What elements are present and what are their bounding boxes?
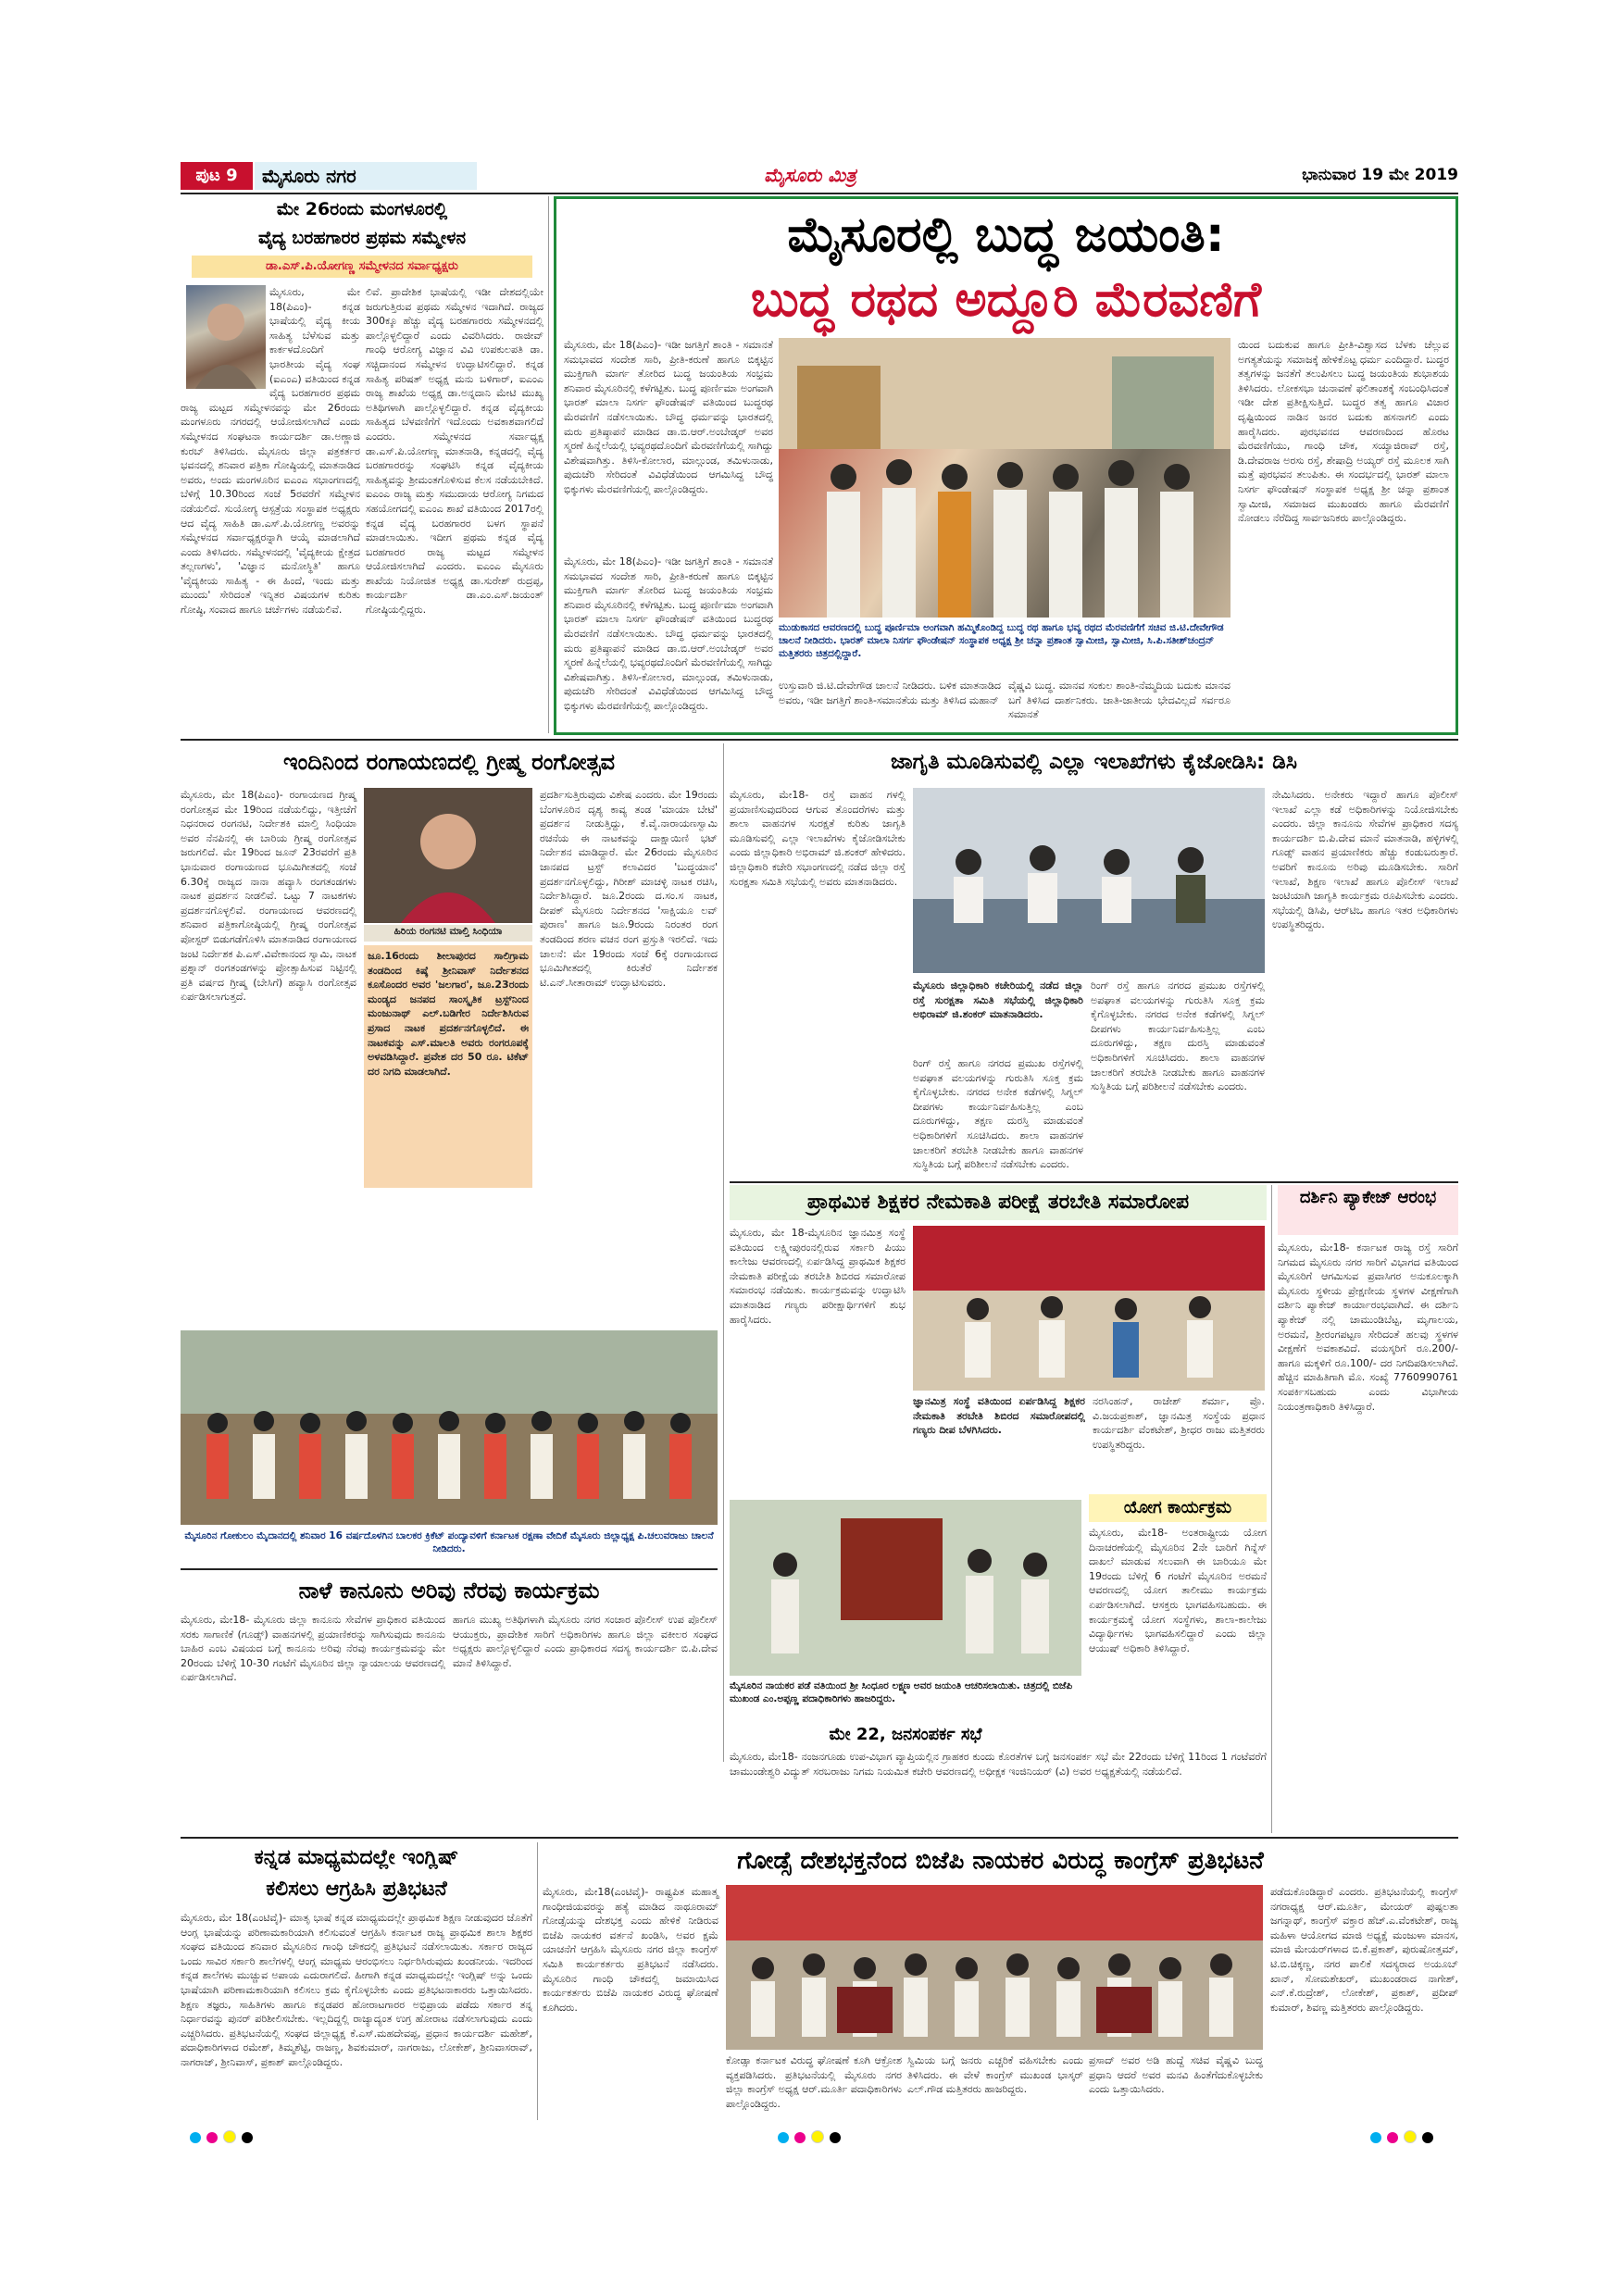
photo-caption-mid: ಸ್ವಿಮಿಯ ಬಗ್ಗೆ ಜನರು ಎಚ್ಚರಿಕೆ ವಹಿಸಬೇಕು ಎಂದು ತಿಳಿಸಿದರು. ಈ ವೇಳೆ ಕಾಂಗ್ರೆಸ್ ಮುಖಂಡ ಭಾಸ್ಕರ್ ಎಲ್.ಗೌಡ ಮತ್ತಿತರರು ಹಾಜರಿದ್ದರು. [907,2054,1083,2096]
story-body-left: ಮೈಸೂರು, ಮೇ 18(ಪಿಎಂ)- ಕನ್ನಡ ಭಾಷೆಯಲ್ಲಿ ವೈದ್ಯ ಕೀಯ ಸಾಹಿತ್ಯ ಬೆಳೆಸುವ ಮತ್ತು ಕಾರ್ಕಳದೊಂದಿಗೆ ಭಾರತೀಯ ವೈದ್ಯ ಸಂಘ (ಐಎಂಎ) ವತಿಯಿಂದ ಕನ್ನಡ ವೈದ್ಯ ಬರಹಗಾರರ ಪ್ರಥಮ ರಾಜ್ಯ ಮಟ್ಟದ ಸಮ್ಮೇಳನವನ್ನು ಮೇ 26ರಂದು ಮಂಗಳೂರು ನಗರದಲ್ಲಿ ಆಯೋಜಿಸಲಾಗಿದೆ ಎಂದು ಸಮ್ಮೇಳನದ ಸಂಘಟನಾ ಕಾರ್ಯದರ್ಶಿ ಡಾ.ಅಣ್ಣಾಜಿ ಕುರಬ್ ತಿಳಿಸಿದರು. ಮೈಸೂರು ಜಿಲ್ಲಾ ಪತ್ರಕರ್ತರ ಭವನದಲ್ಲಿ ಶನಿವಾರ ಪತ್ರಿಕಾ ಗೋಷ್ಠಿಯಲ್ಲಿ ಮಾತನಾಡಿದ ಅವರು, ಅಂದು ಮಂಗಳೂರಿನ ಐಎಂಎ ಸಭಾಂಗಣದಲ್ಲಿ ಬೆಳಿಗ್ಗೆ 10.30ರಿಂದ ಸಂಜೆ 5ರವರೆಗೆ ಸಮ್ಮೇಳನ ನಡೆಯಲಿದೆ. ಸುಯೋಗ್ಯ ಆಸ್ಪತ್ರೆಯ ಸಂಸ್ಥಾಪಕ ಅಧ್ಯಕ್ಷರು ಆದ ವೈದ್ಯ ಸಾಹಿತಿ ಡಾ.ಎಸ್.ಪಿ.ಯೋಗಣ್ಣ ಅವರನ್ನು ಸಮ್ಮೇಳನದ ಸರ್ವಾಧ್ಯಕ್ಷರನ್ನಾಗಿ ಆಯ್ಕೆ ಮಾಡಲಾಗಿದೆ ಎಂದು ತಿಳಿಸಿದರು. ಸಮ್ಮೇಳನದಲ್ಲಿ 'ವೈದ್ಯಕೀಯ ಕ್ಷೇತ್ರದ ತಲ್ಲಣಗಳು', 'ವಿಜ್ಞಾನ ಮನೋಸ್ಥಿತಿ' ಹಾಗೂ 'ವೈದ್ಯಕೀಯ ಸಾಹಿತ್ಯ - ಈ ಹಿಂದೆ, ಇಂದು ಮತ್ತು ಮುಂದು' ಸೇರಿದಂತೆ ಇನ್ನಿತರ ವಿಷಯಗಳ ಕುರಿತು ಗೋಷ್ಠಿ, ಸಂವಾದ ಹಾಗೂ ಚರ್ಚೆಗಳು ನಡೆಯಲಿವೆ. [181,286,360,617]
section-rule [181,739,1458,741]
story-headline: ಯೋಗ ಕಾರ್ಯಕ್ರಮ [1089,1494,1267,1522]
story-road-safety [730,743,1458,1179]
story-kicker: ಮೇ 26ರಂದು ಮಂಗಳೂರಲ್ಲಿ [276,199,448,219]
magenta-dot [794,2132,806,2143]
person-icon [364,788,532,923]
training-photo [913,1226,1265,1391]
photo-caption-right: ಪ್ರಸಾದ್ ಅವರ ಅಡಿ ಹುದ್ದೆ ಸಚಿವ ವೈಷ್ಣವಿ ಬುದ್ಧ ಪ್ರಧಾನಿ ಆದರೆ ಅವರ ಮನವಿ ಹಿಂತೆಗೆದುಕೊಳ್ಳಬೇಕು ಎಂದು ಒತ್ತಾಯಿಸಿದರು. [1089,2054,1263,2096]
story-headline: ಜಾಗೃತಿ ಮೂಡಿಸುವಲ್ಲಿ ಎಲ್ಲಾ ಇಲಾಖೆಗಳು ಕೈಜೋಡಿಸಿ: ಡಿಸಿ [891,750,1297,774]
buddha-procession-photo [779,338,1230,618]
page-badge: ಪುಟ 9 [181,162,253,190]
story-body-col4: ಪಡೆದುಕೊಂಡಿದ್ದಾರೆ ಎಂದರು. ಪ್ರತಿಭಟನೆಯಲ್ಲಿ ಕಾಂಗ್ರೆಸ್ ನಗರಾಧ್ಯಕ್ಷ ಆರ್.ಮೂರ್ತಿ, ಮೇಯರ್ ಪುಷ್ಪಲತಾ ಜಗನ್ನಾಥ್, ಕಾಂಗ್ರೆಸ್ ವಕ್ತಾರ ಹೆಚ್.ಎ.ವೆಂಕಟೇಶ್, ರಾಜ್ಯ ಮಹಿಳಾ ಆಯೋಗದ ಮಾಜಿ ಅಧ್ಯಕ್ಷೆ ಮಂಜುಳಾ ಮಾನಸ, ಮಾಜಿ ಮೇಯರ್‌ಗಳಾದ ಬಿ.ಕೆ.ಪ್ರಕಾಶ್, ಪುರುಷೋತ್ತಮ್, ಟಿ.ಬಿ.ಚಿಕ್ಕಣ್ಣ, ನಗರ ಪಾಲಿಕೆ ಸದಸ್ಯರಾದ ಅಯೂಬ್ ಖಾನ್, ಸೋಮಶೇಖರ್, ಮುಖಂಡರಾದ ನಾಗೇಶ್, ಎನ್.ಕೆ.ರುದ್ರೇಶ್, ಲೋಕೇಶ್, ಪ್ರಕಾಶ್, ಪ್ರದೀಪ್ ಕುಮಾರ್, ಶಿವಣ್ಣ ಮತ್ತಿತರರು ಪಾಲ್ಗೊಂಡಿದ್ದರು. [1270,1886,1458,2014]
janasampark-body: ಮೈಸೂರು, ಮೇ18- ನಂಜನಗೂಡು ಉಪ-ವಿಭಾಗ ವ್ಯಾಪ್ತಿಯಲ್ಲಿನ ಗ್ರಾಹಕರ ಕುಂದು ಕೊರತೆಗಳ ಬಗ್ಗೆ ಜನಸಂಪರ್ಕ ಸಭೆ ಮೇ 22ರಂದು ಬೆಳಿಗ್ಗೆ 11ರಿಂದ 1 ಗಂಟೆವರೆಗೆ ಚಾಮುಂಡೇಶ್ವರಿ ವಿದ್ಯುತ್ ಸರಬರಾಜು ನಿಗಮ ನಿಯಮಿತ ಕಚೇರಿ ಆವರಣದಲ್ಲಿ ಅಧೀಕ್ಷಕ ಇಂಜಿನಿಯರ್ (ವಿ) ಅವರ ಅಧ್ಯಕ್ಷತೆಯಲ್ಲಿ ನಡೆಯಲಿದೆ. [730,1751,1267,1778]
story-headline-line2: ಕಲಿಸಲು ಆಗ್ರಹಿಸಿ ಪ್ರತಿಭಟನೆ [266,1878,447,1901]
issue-date: ಭಾನುವಾರ 19 ಮೇ 2019 [1302,166,1458,184]
cricket-photo [181,1330,718,1525]
story-body-col3: ಪ್ರದರ್ಶಿಸುತ್ತಿರುವುದು ವಿಶೇಷ ಎಂದರು. ಮೇ 19ರಂದು ಬೆಂಗಳೂರಿನ ದೃಶ್ಯ ಕಾವ್ಯ ತಂಡ 'ಮಾಯಾ ಬೇಟೆ' ಪ್ರದರ್ಶನ ನೀಡುತ್ತಿದ್ದು, ಕೆ.ವೈ.ನಾರಾಯಣಸ್ವಾಮಿ ರಚನೆಯ ಈ ನಾಟಕವನ್ನು ದಾಕ್ಷಾಯಿಣಿ ಭಟ್ ನಿರ್ದೇಶನ ಮಾಡಿದ್ದಾರೆ. ಮೇ 26ರಂದು ಮೈಸೂರಿನ ಜಾನಪದ ಟ್ರಸ್ಟ್ ಕಲಾವಿದರ 'ಬುದ್ಧಯಾನ' ಪ್ರದರ್ಶನಗೊಳ್ಳಲಿದ್ದು, ಗಿರೀಶ್ ಮಾಚಳ್ಳಿ ನಾಟಕ ರಚಿಸಿ, ನಿರ್ದೇಶಿಸಿದ್ದಾರೆ. ಜೂ.2ರಂದು ದ.ಸಂ.ಸ ನಾಟಕ, ದೀಪಕ್ ಮೈಸೂರು ನಿರ್ದೇಶನದ 'ಸಾಕ್ಷಿಯೂ ಲವ್ ಪುರಾಣ' ಹಾಗೂ ಜೂ.9ರಂದು ನಿರಂತರ ರಂಗ ತಂಡದಿಂದ ಶರಣ ವಚನ ರಂಗ ಪ್ರಸ್ತುತಿ ಇರಲಿದೆ. ಇದು ಚಾಲನೆ: ಮೇ 19ರಂದು ಸಂಜೆ 6ಕ್ಕೆ ರಂಗಾಯಣದ ಭೂಮಿಗೀತದಲ್ಲಿ ಕಿರುತೆರೆ ನಿರ್ದೇಶಕ ಟಿ.ಎನ್.ಸೀತಾರಾಮ್ ಉದ್ಘಾಟಿಸುವರು. [540,789,718,989]
garland-photo-icon [730,1500,1081,1676]
story-body-bottom-right: ವೈಷ್ಣವಿ ಬುದ್ಧ. ಮಾನವ ಸಂಕುಲ ಶಾಂತಿ-ನೆಮ್ಮದಿಯ ಬದುಕು ಮಾನವ ಬಗೆ ತಿಳಿಸಿದ ದಾರ್ಶನಿಕರು. ಜಾತಿ-ಜಾತೀಯ ಭೇದವಿಲ್ಲದೆ ಸರ್ವರೂ ಸಮಾನತೆ [1008,680,1230,721]
story-body-col1: ಮೈಸೂರು, ಮೇ 18-ಮೈಸೂರಿನ ಜ್ಞಾನಮಿತ್ರ ಸಂಸ್ಥೆ ವತಿಯಿಂದ ಲಕ್ಷ್ಮೀಪುರಂನಲ್ಲಿರುವ ಸರ್ಕಾರಿ ಪಿಯು ಕಾಲೇಜು ಆವರಣದಲ್ಲಿ ಏರ್ಪಡಿಸಿದ್ದ ಪ್ರಾಥಮಿಕ ಶಿಕ್ಷಕರ ನೇಮಕಾತಿ ಪರೀಕ್ಷೆಯ ತರಬೇತಿ ಶಿಬಿರದ ಸಮಾರೋಪ ಸಮಾರಂಭ ನಡೆಯಿತು. ಕಾರ್ಯಕ್ರಮವನ್ನು ಉದ್ಘಾಟಿಸಿ ಮಾತನಾಡಿದ ಗಣ್ಯರು ಪರೀಕ್ಷಾರ್ಥಿಗಳಿಗೆ ಶುಭ ಹಾರೈಸಿದರು. [730,1227,906,1326]
black-dot [830,2132,841,2143]
procession-photo-icon [779,338,1230,618]
story-doctor-writers [181,196,543,735]
story-headline-line1: ಮೈಸೂರಲ್ಲಿ ಬುದ್ಧ ಜಯಂತಿ: [787,207,1225,263]
cyan-dot [190,2132,201,2143]
section-rule [181,1568,718,1570]
header-rule [181,193,1458,194]
cyan-dot [778,2132,789,2143]
cricket-photo-caption: ಮೈಸೂರಿನ ಗೋಕುಲಂ ಮೈದಾನದಲ್ಲಿ ಶನಿವಾರ 16 ವರ್ಷದೊಳಗಿನ ಬಾಲಕರ ಕ್ರಿಕೆಟ್ ಪಂದ್ಯಾವಳಿಗೆ ಕರ್ನಾಟಕ ರಕ್ಷಣಾ ವೇದಿಕೆ ಮೈಸೂರು ಜಿಲ್ಲಾಧ್ಯಕ್ಷ ಪಿ.ಚಲುವರಾಜು ಚಾಲನೆ ನೀಡಿದರು. [184,1530,714,1554]
story-headline-line2: ಬುದ್ಧ ರಥದ ಅದ್ದೂರಿ ಮೆರವಣಿಗೆ [750,272,1262,328]
registration-marks-center [778,2129,889,2144]
story-english-medium [181,1842,532,2120]
story-teacher-training [730,1185,1267,1491]
story-body-col1: ಮೈಸೂರು, ಮೇ18- ರಸ್ತೆ ವಾಹನ ಗಳಲ್ಲಿ ಪ್ರಯಾಣಿಸುವುದರಿಂದ ಆಗುವ ತೊಂದರೆಗಳು ಮತ್ತು ಶಾಲಾ ವಾಹನಗಳ ಸುರಕ್ಷತೆ ಕುರಿತು ಜಾಗೃತಿ ಮೂಡಿಸುವಲ್ಲಿ ಎಲ್ಲಾ ಇಲಾಖೆಗಳು ಕೈಜೋಡಿಸಬೇಕು ಎಂದು ಜಿಲ್ಲಾಧಿಕಾರಿ ಅಭಿರಾಮ್ ಜಿ.ಶಂಕರ್ ಹೇಳಿದರು. ಜಿಲ್ಲಾಧಿಕಾರಿ ಕಚೇರಿ ಸಭಾಂಗಣದಲ್ಲಿ ನಡೆದ ಜಿಲ್ಲಾ ರಸ್ತೆ ಸುರಕ್ಷತಾ ಸಮಿತಿ ಸಭೆಯಲ್ಲಿ ಅವರು ಮಾತನಾಡಿದರು. [730,789,906,888]
jayanti-photo-caption: ಮೈಸೂರಿನ ನಾಯಕರ ಪಡೆ ವತಿಯಿಂದ ಶ್ರೀ ಸಿಂಧೂರ ಲಕ್ಷ್ಮಣ ಅವರ ಜಯಂತಿ ಆಚರಿಸಲಾಯಿತು. ಚಿತ್ರದಲ್ಲಿ ಬಿಜೆಪಿ ಮುಖಂಡ ಎಂ.ಅಪ್ಪಣ್ಣ ಪದಾಧಿಕಾರಿಗಳು ಹಾಜರಿದ್ದರು. [730,1680,1073,1704]
story-body-col1: ಮೈಸೂರು, ಮೇ 18(ಪಿಎಂ)- ಇಡೀ ಜಗತ್ತಿಗೆ ಶಾಂತಿ - ಸಮಾನತೆ ಸಮಭಾವದ ಸಂದೇಶ ಸಾರಿ, ಪ್ರೀತಿ-ಕರುಣೆ ಹಾಗೂ ಬಿಕ್ಕಟ್ಟಿನ ಮುಕ್ತಿಗಾಗಿ ಮಾರ್ಗ ತೋರಿದ ಬುದ್ಧ ಜಯಂತಿಯ ಸಂಭ್ರಮ ಶನಿವಾರ ಮೈಸೂರಿನಲ್ಲಿ ಕಳೆಗಟ್ಟಿತು. ಬುದ್ಧ ಪೂರ್ಣಿಮಾ ಅಂಗವಾಗಿ ಭಾರತ್ ಮಾಲಾ ನಿಸರ್ಗ ಫೌಂಡೇಷನ್ ವತಿಯಿಂದ ಬುದ್ಧರಥ ಮೆರವಣಿಗೆ ನಡೆಸಲಾಯಿತು. ಬೌದ್ಧ ಧರ್ಮವನ್ನು ಭಾರತದಲ್ಲಿ ಮರು ಪ್ರತಿಷ್ಠಾಪನೆ ಮಾಡಿದ ಡಾ.ಬಿ.ಆರ್.ಅಂಬೇಡ್ಕರ್ ಅವರ ಸ್ಮರಣೆ ಹಿನ್ನೆಲೆಯಲ್ಲಿ ಭವ್ಯರಥದೊಂದಿಗೆ ಮೆರವಣಿಗೆಯಲ್ಲಿ ಸಾಗಿದ್ದು ವಿಶೇಷವಾಗಿತ್ತು. ತಿಳಿಸಿ-ಕೋಲಾರ, ಮಾಲ್ಗುಂಡ, ತಮಿಳುನಾಡು, ಪುದುಚೆರಿ ಸೇರಿದಂತೆ ವಿವಿಧೆಡೆಯಿಂದ ಆಗಮಿಸಿದ್ದ ಬೌದ್ಧ ಭಿಕ್ಕುಗಳು ಮೆರವಣಿಗೆಯಲ್ಲಿ ಪಾಲ್ಗೊಂಡಿದ್ದರು. [564,339,773,495]
story-body-col1: ಮೈಸೂರು, ಮೇ 18(ಪಿಎಂ)- ರಂಗಾಯಣದ ಗ್ರೀಷ್ಮ ರಂಗೋತ್ಸವ ಮೇ 19ರಿಂದ ನಡೆಯಲಿದ್ದು, ಇತ್ತೀಚೆಗೆ ನಿಧನರಾದ ರಂಗನಟಿ, ನಿರ್ದೇಶಕಿ ಮಾಲ್ತಿ ಸಿಂಧಿಯಾ ಅವರ ನೆನಪಿನಲ್ಲಿ ಈ ಬಾರಿಯ ಗ್ರೀಷ್ಮ ರಂಗೋತ್ಸವ ಜರುಗಲಿದೆ. ಮೇ 19ರಿಂದ ಜೂನ್ 23ರವರೆಗೆ ಪ್ರತಿ ಭಾನುವಾರ ರಂಗಾಯಣದ ಭೂಮಿಗೀತದಲ್ಲಿ ಸಂಜೆ 6.30ಕ್ಕೆ ರಾಜ್ಯದ ನಾನಾ ಹವ್ಯಾಸಿ ರಂಗತಂಡಗಳು ನಾಟಕ ಪ್ರದರ್ಶನ ನೀಡಲಿವೆ. ಒಟ್ಟು 7 ನಾಟಕಗಳು ಪ್ರದರ್ಶನಗೊಳ್ಳಲಿವೆ. ರಂಗಾಯಣದ ಆವರಣದಲ್ಲಿ ಶನಿವಾರ ಪತ್ರಿಕಾಗೋಷ್ಠಿಯಲ್ಲಿ ಗ್ರೀಷ್ಮ ರಂಗೋತ್ಸವ ಪೋಸ್ಟರ್ ಬಿಡುಗಡೆಗೊಳಿಸಿ ಮಾತನಾಡಿದ ರಂಗಾಯಣದ ಜಂಟಿ ನಿರ್ದೇಶಕ ಪಿ.ಎಸ್.ವಿವೇಕಾನಂದ ಸ್ವಾಮಿ, ನಾಟಕ ಪ್ರಶ್ನಾನ್ ರಂಗತಂಡಗಳನ್ನು ಪ್ರೋತ್ಸಾಹಿಸುವ ನಿಟ್ಟಿನಲ್ಲಿ ಪ್ರತಿ ವರ್ಷದ ಗ್ರೀಷ್ಮ (ಬೇಸಿಗೆ) ಹವ್ಯಾಸಿ ರಂಗೋತ್ಸವ ಏರ್ಪಡಿಸಲಾಗುತ್ತದೆ. [181,789,356,1004]
story-legal-awareness [181,1574,718,1759]
story-godse-protest [543,1842,1458,2120]
column-divider [723,743,724,1762]
registration-marks-left [190,2129,301,2144]
janasampark-headline: ಮೇ 22, ಜನಸಂಪರ್ಕ ಸಭೆ [829,1725,982,1744]
meeting-photo [913,788,1265,973]
yellow-dot [811,2130,824,2143]
story-body: ಮೈಸೂರು, ಮೇ18- ಅಂತರಾಷ್ಟ್ರೀಯ ಯೋಗ ದಿನಾಚರಣೆಯಲ್ಲಿ ಮೈಸೂರಿನ 2ನೇ ಬಾರಿಗೆ ಗಿನ್ನೆಸ್ ದಾಖಲೆ ಮಾಡುವ ಸಲುವಾಗಿ ಈ ಬಾರಿಯೂ ಮೇ 19ರಂದು ಬೆಳಿಗ್ಗೆ 6 ಗಂಟೆಗೆ ಮೈಸೂರಿನ ಅರಮನೆ ಆವರಣದಲ್ಲಿ ಯೋಗ ತಾಲೀಮು ಕಾರ್ಯಕ್ರಮ ಏರ್ಪಡಿಸಲಾಗಿದೆ. ಆಸಕ್ತರು ಭಾಗವಹಿಸಬಹುದು. ಈ ಕಾರ್ಯಕ್ರಮಕ್ಕೆ ಯೋಗ ಸಂಸ್ಥೆಗಳು, ಶಾಲಾ-ಕಾಲೇಜು ವಿದ್ಯಾರ್ಥಿಗಳು ಭಾಗವಹಿಸಲಿದ್ದಾರೆ ಎಂದು ಜಿಲ್ಲಾ ಆಯುಷ್ ಅಧಿಕಾರಿ ತಿಳಿಸಿದ್ದಾರೆ. [1089,1527,1267,1654]
protest-photo-icon [726,1885,1263,2050]
story-headline: ನಾಳೆ ಕಾನೂನು ಅರಿವು ನೆರವು ಕಾರ್ಯಕ್ರಮ [298,1578,600,1603]
story-subhead: ಡಾ.ಎಸ್.ಪಿ.ಯೋಗಣ್ಣ ಸಮ್ಮೇಳನದ ಸರ್ವಾಧ್ಯಕ್ಷರು [192,256,532,278]
magenta-dot [1387,2132,1398,2143]
story-rangayana [181,743,718,1317]
story-body-col2: ಯಿಂದ ಬದುಕುವ ಹಾಗೂ ಪ್ರೀತಿ-ವಿಶ್ವಾಸದ ಬೆಳಕು ಚೆಲ್ಲುವ ಅಗತ್ಯತೆಯನ್ನು ಸಮಾಜಕ್ಕೆ ಹೇಳಿಕೊಟ್ಟ ಧರ್ಮ ಎಂದಿದ್ದಾರೆ. ಬುದ್ಧರ ತತ್ವಗಳನ್ನು ಜನತೆಗೆ ತಲುಪಿಸಲು ಬುದ್ಧ ಜಯಂತಿಯ ಶುಭಾಶಯ ತಿಳಿಸಿದರು. ಲೋಕಸಭಾ ಚುನಾವಣೆ ಫಲಿತಾಂಶಕ್ಕೆ ಸಂಬಂಧಿಸಿದಂತೆ ಇಡೀ ದೇಶ ಪ್ರತೀಕ್ಷಿಸುತ್ತಿದೆ. ಬುದ್ಧರ ತತ್ವ ಹಾಗೂ ವಿಚಾರ ದೃಷ್ಟಿಯಿಂದ ನಾಡಿನ ಜನರ ಬದುಕು ಹಸನಾಗಲಿ ಎಂದು ಹಾರೈಸಿದರು. ಪುರಭವನದ ಆವರಣದಿಂದ ಹೊರಟ ಮೆರವಣಿಗೆಯು, ಗಾಂಧಿ ಚೌಕ, ಸಯ್ಯಾಜಿರಾವ್ ರಸ್ತೆ, ಡಿ.ದೇವರಾಜ ಅರಸು ರಸ್ತೆ, ಶೇಷಾದ್ರಿ ಅಯ್ಯರ್ ರಸ್ತೆ ಮೂಲಕ ಸಾಗಿ ಮತ್ತೆ ಪುರಭವನ ತಲುಪಿತು. ಈ ಸಂದರ್ಭದಲ್ಲಿ ಭಾರತ್ ಮಾಲಾ ನಿಸರ್ಗ ಫೌಂಡೇಷನ್ ಸಂಸ್ಥಾಪಕ ಅಧ್ಯಕ್ಷ ಶ್ರೀ ಚನ್ನಾ ಪ್ರಶಾಂತ ಸ್ವಾಮೀಜಿ, ಸಮಾಜದ ಮುಖಂಡರು ಹಾಗೂ ಮೆರವಣಿಗೆ ನೋಡಲು ನೆರೆದಿದ್ದ ಸಾರ್ವಜನಿಕರು ಪಾಲ್ಗೊಂಡಿದ್ದರು. [1238,339,1449,525]
masthead-logo: ಮೈಸೂರು ಮಿತ್ರ [764,164,856,186]
cyan-dot [1370,2132,1381,2143]
black-dot [1422,2132,1433,2143]
story-body-col3: ನೇಮಿಸಿದರು. ಅನೇಕರು ಇದ್ದಾರೆ ಹಾಗೂ ಪೊಲೀಸ್ ಇಲಾಖೆ ಎಲ್ಲಾ ಕಡೆ ಅಧಿಕಾರಿಗಳನ್ನು ನಿಯೋಜಿಸಬೇಕು ಎಂದರು. ಜಿಲ್ಲಾ ಕಾನೂನು ಸೇವೆಗಳ ಪ್ರಾಧಿಕಾರ ಸದಸ್ಯ ಕಾರ್ಯದರ್ಶಿ ಬಿ.ಪಿ.ದೇವ ಮಾನೆ ಮಾತನಾಡಿ, ಹಳ್ಳಿಗಳಲ್ಲಿ ಗೂಡ್ಸ್ ವಾಹನ ಪ್ರಯಾಣಿಕರು ಹೆಚ್ಚು ಕಂಡುಬರುತ್ತಾರೆ. ಅವರಿಗೆ ಕಾನೂನು ಅರಿವು ಮೂಡಿಸಬೇಕು. ಸಾರಿಗೆ ಇಲಾಖೆ, ಶಿಕ್ಷಣ ಇಲಾಖೆ ಹಾಗೂ ಪೊಲೀಸ್ ಇಲಾಖೆ ಜಂಟಿಯಾಗಿ ಜಾಗೃತಿ ಕಾರ್ಯಕ್ರಮ ರೂಪಿಸಬೇಕು ಎಂದರು. ಸಭೆಯಲ್ಲಿ ಡಿಸಿಪಿ, ಆರ್‌ಟಿಒ ಹಾಗೂ ಇತರ ಅಧಿಕಾರಿಗಳು ಉಪಸ್ಥಿತರಿದ್ದರು. [1272,789,1458,931]
yellow-dot [223,2130,236,2143]
story-headline: ಇಂದಿನಿಂದ ರಂಗಾಯಣದಲ್ಲಿ ಗ್ರೀಷ್ಮ ರಂಗೋತ್ಸವ [283,749,615,775]
magenta-dot [206,2132,218,2143]
story-yoga [1089,1494,1267,1748]
story-headline-line1: ಕನ್ನಡ ಮಾಧ್ಯಮದಲ್ಲೇ ಇಂಗ್ಲಿಷ್ [254,1846,459,1869]
page-header [181,160,1458,192]
story-body: ಮೈಸೂರು, ಮೇ18- ಕರ್ನಾಟಕ ರಾಜ್ಯ ರಸ್ತೆ ಸಾರಿಗೆ ನಿಗಮದ ಮೈಸೂರು ನಗರ ಸಾರಿಗೆ ವಿಭಾಗದ ವತಿಯಿಂದ ಮೈಸೂರಿಗೆ ಆಗಮಿಸುವ ಪ್ರವಾಸಿಗರ ಅನುಕೂಲಕ್ಕಾಗಿ ಮೈಸೂರು ಸ್ಥಳೀಯ ಪ್ರೇಕ್ಷಣೀಯ ಸ್ಥಳಗಳ ವೀಕ್ಷಣೆಗಾಗಿ ದರ್ಶಿನಿ ಪ್ಯಾಕೇಜ್ ಕಾರ್ಯಾರಂಭವಾಗಿದೆ. ಈ ದರ್ಶಿನಿ ಪ್ಯಾಕೇಜ್ ನಲ್ಲಿ ಚಾಮುಂಡಿಬೆಟ್ಟ, ಮೃಗಾಲಯ, ಅರಮನೆ, ಶ್ರೀರಂಗಪಟ್ಟಣ ಸೇರಿದಂತೆ ಹಲವು ಸ್ಥಳಗಳ ವೀಕ್ಷಣೆಗೆ ಅವಕಾಶವಿದೆ. ವಯಸ್ಕರಿಗೆ ರೂ.200/- ಹಾಗೂ ಮಕ್ಕಳಿಗೆ ರೂ.100/- ದರ ನಿಗದಿಪಡಿಸಲಾಗಿದೆ. ಹೆಚ್ಚಿನ ಮಾಹಿತಿಗಾಗಿ ಮೊ. ಸಂಖ್ಯೆ 7760990761 ಸಂಪರ್ಕಿಸಬಹುದು ಎಂದು ವಿಭಾಗೀಯ ನಿಯಂತ್ರಣಾಧಿಕಾರಿ ತಿಳಿಸಿದ್ದಾರೆ. [1278,1242,1458,1413]
story-headline: ಪ್ರಾಥಮಿಕ ಶಿಕ್ಷಕರ ನೇಮಕಾತಿ ಪರೀಕ್ಷೆ ತರಬೇತಿ ಸಮಾರೋಪ [730,1185,1267,1220]
story-body-col2: ಹಾಗೂ ಮುಖ್ಯ ಅತಿಥಿಗಳಾಗಿ ಮೈಸೂರು ನಗರ ಸಂಚಾರ ಪೊಲೀಸ್ ಉಪ ಪೊಲೀಸ್ ಆಯುಕ್ತರು, ಪ್ರಾದೇಶಿಕ ಸಾರಿಗೆ ಅಧಿಕಾರಿಗಳು ಹಾಗೂ ಜಿಲ್ಲಾ ವಕೀಲರ ಸಂಘದ ಅಧ್ಯಕ್ಷರು ಪಾಲ್ಗೊಳ್ಳಲಿದ್ದಾರೆ ಎಂದು ಪ್ರಾಧಿಕಾರದ ಸದಸ್ಯ ಕಾರ್ಯದರ್ಶಿ ಬಿ.ಪಿ.ದೇವ ಮಾನೆ ತಿಳಿಸಿದ್ದಾರೆ. [453,1614,718,1669]
story-headline: ದರ್ಶಿನಿ ಪ್ಯಾಕೇಜ್ ಆರಂಭ [1278,1185,1458,1235]
team-photo-icon [181,1330,718,1525]
section-title: ಮೈಸೂರು ನಗರ [255,162,477,190]
section-rule [181,1837,1458,1839]
photo-caption: ಜ್ಞಾನಮಿತ್ರ ಸಂಸ್ಥೆ ವತಿಯಿಂದ ಏರ್ಪಡಿಸಿದ್ದ ಶಿಕ್ಷಕರ ನೇಮಕಾತಿ ತರಬೇತಿ ಶಿಬಿರದ ಸಮಾರೋಪದಲ್ಲಿ ಗಣ್ಯರು ದೀಪ ಬೆಳಗಿಸಿದರು. [913,1395,1085,1437]
yellow-dot [1404,2130,1417,2143]
story-body-col2: ನರಸಿಂಹನ್, ರಾಜೇಶ್ ಶರ್ಮಾ, ಪ್ರೊ. ವಿ.ಜಯಪ್ರಕಾಶ್, ಜ್ಞಾನಮಿತ್ರ ಸಂಸ್ಥೆಯ ಪ್ರಧಾನ ಕಾರ್ಯದರ್ಶಿ ವೆಂಕಟೇಶ್, ಶ್ರೀಧರ ರಾಜು ಮತ್ತಿತರರು ಉಪಸ್ಥಿತರಿದ್ದರು. [1093,1395,1265,1451]
meeting-photo-icon [913,788,1265,973]
photo-caption: ಹಿರಿಯ ರಂಗನಟಿ ಮಾಲ್ತಿ ಸಿಂಧಿಯಾ [364,925,532,942]
story-body-bottom-left: ಉಸ್ತುವಾರಿ ಜಿ.ಟಿ.ದೇವೇಗೌಡ ಚಾಲನೆ ನೀಡಿದರು. ಬಳಿಕ ಮಾತನಾಡಿದ ಅವರು, ಇಡೀ ಜಗತ್ತಿಗೆ ಶಾಂತಿ-ಸಮಾನತೆಯ ಮತ್ತು ತಿಳಿಸಿದ ಮಹಾನ್ [779,680,1001,706]
black-dot [242,2132,253,2143]
story-headline: ವೈದ್ಯ ಬರಹಗಾರರ ಪ್ರಥಮ ಸಮ್ಮೇಳನ [257,228,467,248]
registration-marks-right [1370,2129,1481,2144]
story-highlight-box: ಜೂ.16ರಂದು ಶೀಲಾಪುರದ ಸಾಲಿಗ್ರಾಮ ತಂಡದಿಂದ ಕಿಷ್ಕೆ ಶ್ರೀನಿವಾಸ್ ನಿರ್ದೇಶನದ ಕೂಸೊಂದರ ಅವರ 'ಜಲಗಾರ', ಜೂ.23ರಂದು ಮಂಡ್ಯದ ಜನಪದ ಸಾಂಸ್ಕೃತಿಕ ಟ್ರಸ್ಟ್‌ನಿಂದ ಮಂಜುನಾಥ್ ಎಲ್.ಬಡಿಗೇರ ನಿರ್ದೇಶಿಸಿರುವ ಪ್ರಸಾದ ನಾಟಕ ಪ್ರದರ್ಶನಗೊಳ್ಳಲಿದೆ. ಈ ನಾಟಕವನ್ನು ಎಸ್.ಮಾಲತಿ ಅವರು ರಂಗರೂಪಕ್ಕೆ ಅಳವಡಿಸಿದ್ದಾರೆ. ಪ್ರವೇಶ ದರ 50 ರೂ. ಟಿಕೆಟ್ ದರ ನಿಗದಿ ಮಾಡಲಾಗಿದೆ. [364,945,532,1188]
section-rule [730,1181,1458,1183]
story-darshini-package [1278,1185,1458,1833]
story-buddha-jayanti [554,196,1458,735]
column-divider [537,1842,538,2120]
photo-caption-left: ಕೋಡ್ಸಾ ಕರ್ನಾಟಕ ವಿರುದ್ಧ ಘೋಷಣೆ ಕೂಗಿ ಆಕ್ರೋಶ ವ್ಯಕ್ತಪಡಿಸಿದರು. ಪ್ರತಿಭಟನೆಯಲ್ಲಿ ಮೈಸೂರು ನಗರ ಜಿಲ್ಲಾ ಕಾಂಗ್ರೆಸ್ ಅಧ್ಯಕ್ಷ ಆರ್.ಮೂರ್ತಿ ಪದಾಧಿಕಾರಿಗಳು ಪಾಲ್ಗೊಂಡಿದ್ದರು. [726,2054,902,2110]
column-divider [548,196,549,733]
jayanti-photo [730,1500,1081,1676]
actress-photo [364,788,532,923]
photo-caption: ಮುಡುಕಾಸದ ಆವರಣದಲ್ಲಿ ಬುದ್ಧ ಪೂರ್ಣಿಮಾ ಅಂಗವಾಗಿ ಹಮ್ಮಿಕೊಂಡಿದ್ದ ಬುದ್ಧ ರಥ ಹಾಗೂ ಭವ್ಯ ರಥದ ಮೆರವಣಿಗೆಗೆ ಸಚಿವ ಜಿ.ಟಿ.ದೇವೇಗೌಡ ಚಾಲನೆ ನೀಡಿದರು. ಭಾರತ್ ಮಾಲಾ ನಿಸರ್ಗ ಫೌಂಡೇಷನ್ ಸಂಸ್ಥಾಪಕ ಅಧ್ಯಕ್ಷ ಶ್ರೀ ಚನ್ನಾ ಪ್ರಶಾಂತ ಸ್ವಾಮೀಜಿ, ಸ್ವಾಮೀಜಿ, ಸಿ.ಪಿ.ಸತೀಶ್‌ಚಂದ್ರನ್ ಮತ್ತಿತರರು ಚಿತ್ರದಲ್ಲಿದ್ದಾರೆ. [779,622,1224,659]
protest-photo [726,1885,1263,2050]
ceremony-photo-icon [913,1226,1265,1391]
photo-caption: ಮೈಸೂರು ಜಿಲ್ಲಾಧಿಕಾರಿ ಕಚೇರಿಯಲ್ಲಿ ನಡೆದ ಜಿಲ್ಲಾ ರಸ್ತೆ ಸುರಕ್ಷತಾ ಸಮಿತಿ ಸಭೆಯಲ್ಲಿ ಜಿಲ್ಲಾಧಿಕಾರಿ ಅಭಿರಾಮ್ ಜಿ.ಶಂಕರ್ ಮಾತನಾಡಿದರು. [913,980,1083,1021]
story-headline: ಗೋಡ್ಸೆ ದೇಶಭಕ್ತನೆಂದ ಬಿಜೆಪಿ ನಾಯಕರ ವಿರುದ್ಧ ಕಾಂಗ್ರೆಸ್ ಪ್ರತಿಭಟನೆ [737,1847,1264,1875]
story-body-col2: ರಿಂಗ್ ರಸ್ತೆ ಹಾಗೂ ನಗರದ ಪ್ರಮುಖ ರಸ್ತೆಗಳಲ್ಲಿ ಅಪಘಾತ ವಲಯಗಳನ್ನು ಗುರುತಿಸಿ ಸೂಕ್ತ ಕ್ರಮ ಕೈಗೊಳ್ಳಬೇಕು. ನಗರದ ಅನೇಕ ಕಡೆಗಳಲ್ಲಿ ಸಿಗ್ನಲ್ ದೀಪಗಳು ಕಾರ್ಯನಿರ್ವಹಿಸುತ್ತಿಲ್ಲ ಎಂಬ ದೂರುಗಳಿದ್ದು, ತಕ್ಷಣ ದುರಸ್ತಿ ಮಾಡುವಂತೆ ಅಧಿಕಾರಿಗಳಿಗೆ ಸೂಚಿಸಿದರು. ಶಾಲಾ ವಾಹನಗಳ ಚಾಲಕರಿಗೆ ತರಬೇತಿ ನೀಡಬೇಕು ಹಾಗೂ ವಾಹನಗಳ ಸುಸ್ಥಿತಿಯ ಬಗ್ಗೆ ಪರಿಶೀಲನೆ ನಡೆಸಬೇಕು ಎಂದರು. [913,1057,1083,1171]
story-body-right: ಲಿವೆ. ಪ್ರಾದೇಶಿಕ ಭಾಷೆಯಲ್ಲಿ ಇಡೀ ದೇಶದಲ್ಲಿಯೇ ಜರುಗುತ್ತಿರುವ ಪ್ರಥಮ ಸಮ್ಮೇಳನ ಇದಾಗಿದೆ. ರಾಜ್ಯದ 300ಕ್ಕೂ ಹೆಚ್ಚು ವೈದ್ಯ ಬರಹಗಾರರು ಸಮ್ಮೇಳನದಲ್ಲಿ ಪಾಲ್ಗೊಳ್ಳಲಿದ್ದಾರೆ ಎಂದು ವಿವರಿಸಿದರು. ರಾಜೀವ್ ಗಾಂಧಿ ಆರೋಗ್ಯ ವಿಜ್ಞಾನ ವಿವಿ ಉಪಕುಲಪತಿ ಡಾ. ಸಚ್ಚಿದಾನಂದ ಸಮ್ಮೇಳನ ಉದ್ಘಾಟಿಸಲಿದ್ದಾರೆ. ಕನ್ನಡ ಸಾಹಿತ್ಯ ಪರಿಷತ್ ಅಧ್ಯಕ್ಷ ಮನು ಬಳಿಗಾರ್, ಐಎಂಎ ರಾಜ್ಯ ಶಾಖೆಯ ಅಧ್ಯಕ್ಷ ಡಾ.ಅನ್ನದಾನಿ ಮೇಟಿ ಮುಖ್ಯ ಅತಿಥಿಗಳಾಗಿ ಪಾಲ್ಗೊಳ್ಳಲಿದ್ದಾರೆ. ಕನ್ನಡ ವೈದ್ಯಕೀಯ ಸಾಹಿತ್ಯದ ಬೆಳವಣಿಗೆಗೆ ಇದೊಂದು ಅವಕಾಶವಾಗಲಿದೆ ಎಂದರು. ಸಮ್ಮೇಳನದ ಸರ್ವಾಧ್ಯಕ್ಷ ಡಾ.ಎಸ್.ಪಿ.ಯೋಗಣ್ಣ ಮಾತನಾಡಿ, ಕನ್ನಡದಲ್ಲಿ ವೈದ್ಯ ಬರಹಗಾರರನ್ನು ಸಂಘಟಿಸಿ ಕನ್ನಡ ವೈದ್ಯಕೀಯ ಸಾಹಿತ್ಯವನ್ನು ಶ್ರೀಮಂತಗೊಳಿಸುವ ಕೆಲಸ ನಡೆಯಬೇಕಿದೆ. ಐಎಂಎ ರಾಜ್ಯ ಮತ್ತು ಸಮುದಾಯ ಆರೋಗ್ಯ ನಿಗಮದ ಸಹಯೋಗದಲ್ಲಿ ಐಎಂಎ ಶಾಖೆ ವತಿಯಿಂದ 2017ರಲ್ಲಿ ಕನ್ನಡ ವೈದ್ಯ ಬರಹಗಾರರ ಬಳಗ ಸ್ಥಾಪನೆ ಮಾಡಲಾಯಿತು. ಇದೀಗ ಪ್ರಥಮ ಕನ್ನಡ ವೈದ್ಯ ಬರಹಗಾರರ ರಾಜ್ಯ ಮಟ್ಟದ ಸಮ್ಮೇಳನ ಆಯೋಜಿಸಲಾಗಿದೆ ಎಂದರು. ಐಎಂಎ ಮೈಸೂರು ಶಾಖೆಯ ನಿಯೋಜಿತ ಅಧ್ಯಕ್ಷ ಡಾ.ಸುರೇಶ್ ರುದ್ರಪ್ಪ, ಕಾರ್ಯದರ್ಶಿ ಡಾ.ಎಂ.ಎಸ್.ಜಯಂತ್ ಗೋಷ್ಠಿಯಲ್ಲಿದ್ದರು. [366,286,543,617]
story-body-col1: ಮೈಸೂರು, ಮೇ18(ಎಂಟಿವೈ)- ರಾಷ್ಟ್ರಪಿತ ಮಹಾತ್ಮ ಗಾಂಧೀಜಿಯವರನ್ನು ಹತ್ಯೆ ಮಾಡಿದ ನಾಥೂರಾಮ್ ಗೋಡ್ಸೆಯನ್ನು ದೇಶಭಕ್ತ ಎಂದು ಹೇಳಿಕೆ ನೀಡಿರುವ ಬಿಜೆಪಿ ನಾಯಕರ ವರ್ತನೆ ಖಂಡಿಸಿ, ಅವರ ಕ್ಷಮೆ ಯಾಚನೆಗೆ ಆಗ್ರಹಿಸಿ ಮೈಸೂರು ನಗರ ಜಿಲ್ಲಾ ಕಾಂಗ್ರೆಸ್ ಸಮಿತಿ ಕಾರ್ಯಕರ್ತರು ಪ್ರತಿಭಟನೆ ನಡೆಸಿದರು. ಮೈಸೂರಿನ ಗಾಂಧಿ ಚೌಕದಲ್ಲಿ ಜಮಾಯಿಸಿದ ಕಾರ್ಯಕರ್ತರು ಬಿಜೆಪಿ ನಾಯಕರ ವಿರುದ್ಧ ಘೋಷಣೆ ಕೂಗಿದರು. [543,1886,718,2014]
story-body-col2b: ರಿಂಗ್ ರಸ್ತೆ ಹಾಗೂ ನಗರದ ಪ್ರಮುಖ ರಸ್ತೆಗಳಲ್ಲಿ ಅಪಘಾತ ವಲಯಗಳನ್ನು ಗುರುತಿಸಿ ಸೂಕ್ತ ಕ್ರಮ ಕೈಗೊಳ್ಳಬೇಕು. ನಗರದ ಅನೇಕ ಕಡೆಗಳಲ್ಲಿ ಸಿಗ್ನಲ್ ದೀಪಗಳು ಕಾರ್ಯನಿರ್ವಹಿಸುತ್ತಿಲ್ಲ ಎಂಬ ದೂರುಗಳಿದ್ದು, ತಕ್ಷಣ ದುರಸ್ತಿ ಮಾಡುವಂತೆ ಅಧಿಕಾರಿಗಳಿಗೆ ಸೂಚಿಸಿದರು. ಶಾಲಾ ವಾಹನಗಳ ಚಾಲಕರಿಗೆ ತರಬೇತಿ ನೀಡಬೇಕು ಹಾಗೂ ವಾಹನಗಳ ಸುಸ್ಥಿತಿಯ ಬಗ್ಗೆ ಪರಿಶೀಲನೆ ನಡೆಸಬೇಕು ಎಂದರು. [1091,980,1265,1093]
story-body: ಮೈಸೂರು, ಮೇ 18(ಎಂಟಿವೈ)- ಮಾತೃ ಭಾಷೆ ಕನ್ನಡ ಮಾಧ್ಯಮದಲ್ಲೇ ಪ್ರಾಥಮಿಕ ಶಿಕ್ಷಣ ನೀಡುವುದರ ಜೊತೆಗೆ ಆಂಗ್ಲ ಭಾಷೆಯನ್ನು ಪರಿಣಾಮಕಾರಿಯಾಗಿ ಕಲಿಸುವಂತೆ ಆಗ್ರಹಿಸಿ ಕರ್ನಾಟಕ ರಾಜ್ಯ ಪ್ರಾಥಮಿಕ ಶಾಲಾ ಶಿಕ್ಷಕರ ಸಂಘದ ವತಿಯಿಂದ ಶನಿವಾರ ಮೈಸೂರಿನ ಗಾಂಧಿ ಚೌಕದಲ್ಲಿ ಪ್ರತಿಭಟನೆ ನಡೆಸಲಾಯಿತು. ಸರ್ಕಾರ ರಾಜ್ಯದ ಒಂದು ಸಾವಿರ ಸರ್ಕಾರಿ ಶಾಲೆಗಳಲ್ಲಿ ಆಂಗ್ಲ ಮಾಧ್ಯಮ ಆರಂಭಿಸಲು ನಿರ್ಧರಿಸಿರುವುದು ಖಂಡನೀಯ. ಇದರಿಂದ ಕನ್ನಡ ಶಾಲೆಗಳು ಮುಚ್ಚುವ ಅಪಾಯ ಎದುರಾಗಲಿದೆ. ಹೀಗಾಗಿ ಕನ್ನಡ ಮಾಧ್ಯಮದಲ್ಲೇ ಇಂಗ್ಲಿಷ್ ಅನ್ನು ಒಂದು ಭಾಷೆಯಾಗಿ ಪರಿಣಾಮಕಾರಿಯಾಗಿ ಕಲಿಸಲು ಕ್ರಮ ಕೈಗೊಳ್ಳಬೇಕು ಎಂದು ಪ್ರತಿಭಟನಾಕಾರರು ಒತ್ತಾಯಿಸಿದರು. ಶಿಕ್ಷಣ ತಜ್ಞರು, ಸಾಹಿತಿಗಳು ಹಾಗೂ ಕನ್ನಡಪರ ಹೋರಾಟಗಾರರ ಅಭಿಪ್ರಾಯ ಪಡೆದು ಸರ್ಕಾರ ತನ್ನ ನಿರ್ಧಾರವನ್ನು ಪುನರ್ ಪರಿಶೀಲಿಸಬೇಕು. ಇಲ್ಲದಿದ್ದಲ್ಲಿ ರಾಜ್ಯಾದ್ಯಂತ ಉಗ್ರ ಹೋರಾಟ ನಡೆಸಲಾಗುವುದು ಎಂದು ಎಚ್ಚರಿಸಿದರು. ಪ್ರತಿಭಟನೆಯಲ್ಲಿ ಸಂಘದ ಜಿಲ್ಲಾಧ್ಯಕ್ಷ ಕೆ.ಎಸ್.ಮಹದೇವಪ್ಪ, ಪ್ರಧಾನ ಕಾರ್ಯದರ್ಶಿ ಮಹೇಶ್, ಪದಾಧಿಕಾರಿಗಳಾದ ರಮೇಶ್, ತಿಮ್ಮಶೆಟ್ಟಿ, ರಾಜಣ್ಣ, ಶಿವಕುಮಾರ್, ನಾಗರಾಜು, ಲೋಕೇಶ್, ಶ್ರೀನಿವಾಸರಾವ್, ನಾಗರಾಜ್, ಶ್ರೀನಿವಾಸ್, ಪ್ರಕಾಶ್ ಪಾಲ್ಗೊಂಡಿದ್ದರು. [181,1912,532,2068]
story-body-col1: ಮೈಸೂರು, ಮೇ18- ಮೈಸೂರು ಜಿಲ್ಲಾ ಕಾನೂನು ಸೇವೆಗಳ ಪ್ರಾಧಿಕಾರ ವತಿಯಿಂದ ಸರಕು ಸಾಗಾಣಿಕೆ (ಗೂಡ್ಸ್) ವಾಹನಗಳಲ್ಲಿ ಪ್ರಯಾಣಿಕರನ್ನು ಸಾಗಿಸುವುದು ಕಾನೂನು ಬಾಹಿರ ಎಂಬ ವಿಷಯದ ಬಗ್ಗೆ ಕಾನೂನು ಅರಿವು ನೆರವು ಕಾರ್ಯಕ್ರಮವನ್ನು ಮೇ 20ರಂದು ಬೆಳಿಗ್ಗೆ 10-30 ಗಂಟೆಗೆ ಮೈಸೂರಿನ ಜಿಲ್ಲಾ ನ್ಯಾಯಾಲಯ ಆವರಣದಲ್ಲಿ ಏರ್ಪಡಿಸಲಾಗಿದೆ. [181,1614,445,1684]
story-body-col1-cont: ಮೈಸೂರು, ಮೇ 18(ಪಿಎಂ)- ಇಡೀ ಜಗತ್ತಿಗೆ ಶಾಂತಿ - ಸಮಾನತೆ ಸಮಭಾವದ ಸಂದೇಶ ಸಾರಿ, ಪ್ರೀತಿ-ಕರುಣೆ ಹಾಗೂ ಬಿಕ್ಕಟ್ಟಿನ ಮುಕ್ತಿಗಾಗಿ ಮಾರ್ಗ ತೋರಿದ ಬುದ್ಧ ಜಯಂತಿಯ ಸಂಭ್ರಮ ಶನಿವಾರ ಮೈಸೂರಿನಲ್ಲಿ ಕಳೆಗಟ್ಟಿತು. ಬುದ್ಧ ಪೂರ್ಣಿಮಾ ಅಂಗವಾಗಿ ಭಾರತ್ ಮಾಲಾ ನಿಸರ್ಗ ಫೌಂಡೇಷನ್ ವತಿಯಿಂದ ಬುದ್ಧರಥ ಮೆರವಣಿಗೆ ನಡೆಸಲಾಯಿತು. ಬೌದ್ಧ ಧರ್ಮವನ್ನು ಭಾರತದಲ್ಲಿ ಮರು ಪ್ರತಿಷ್ಠಾಪನೆ ಮಾಡಿದ ಡಾ.ಬಿ.ಆರ್.ಅಂಬೇಡ್ಕರ್ ಅವರ ಸ್ಮರಣೆ ಹಿನ್ನೆಲೆಯಲ್ಲಿ ಭವ್ಯರಥದೊಂದಿಗೆ ಮೆರವಣಿಗೆಯಲ್ಲಿ ಸಾಗಿದ್ದು ವಿಶೇಷವಾಗಿತ್ತು. ತಿಳಿಸಿ-ಕೋಲಾರ, ಮಾಲ್ಗುಂಡ, ತಮಿಳುನಾಡು, ಪುದುಚೆರಿ ಸೇರಿದಂತೆ ವಿವಿಧೆಡೆಯಿಂದ ಆಗಮಿಸಿದ್ದ ಬೌದ್ಧ ಭಿಕ್ಕುಗಳು ಮೆರವಣಿಗೆಯಲ್ಲಿ ಪಾಲ್ಗೊಂಡಿದ್ದರು. [564,555,773,712]
column-divider [1271,1185,1272,1833]
